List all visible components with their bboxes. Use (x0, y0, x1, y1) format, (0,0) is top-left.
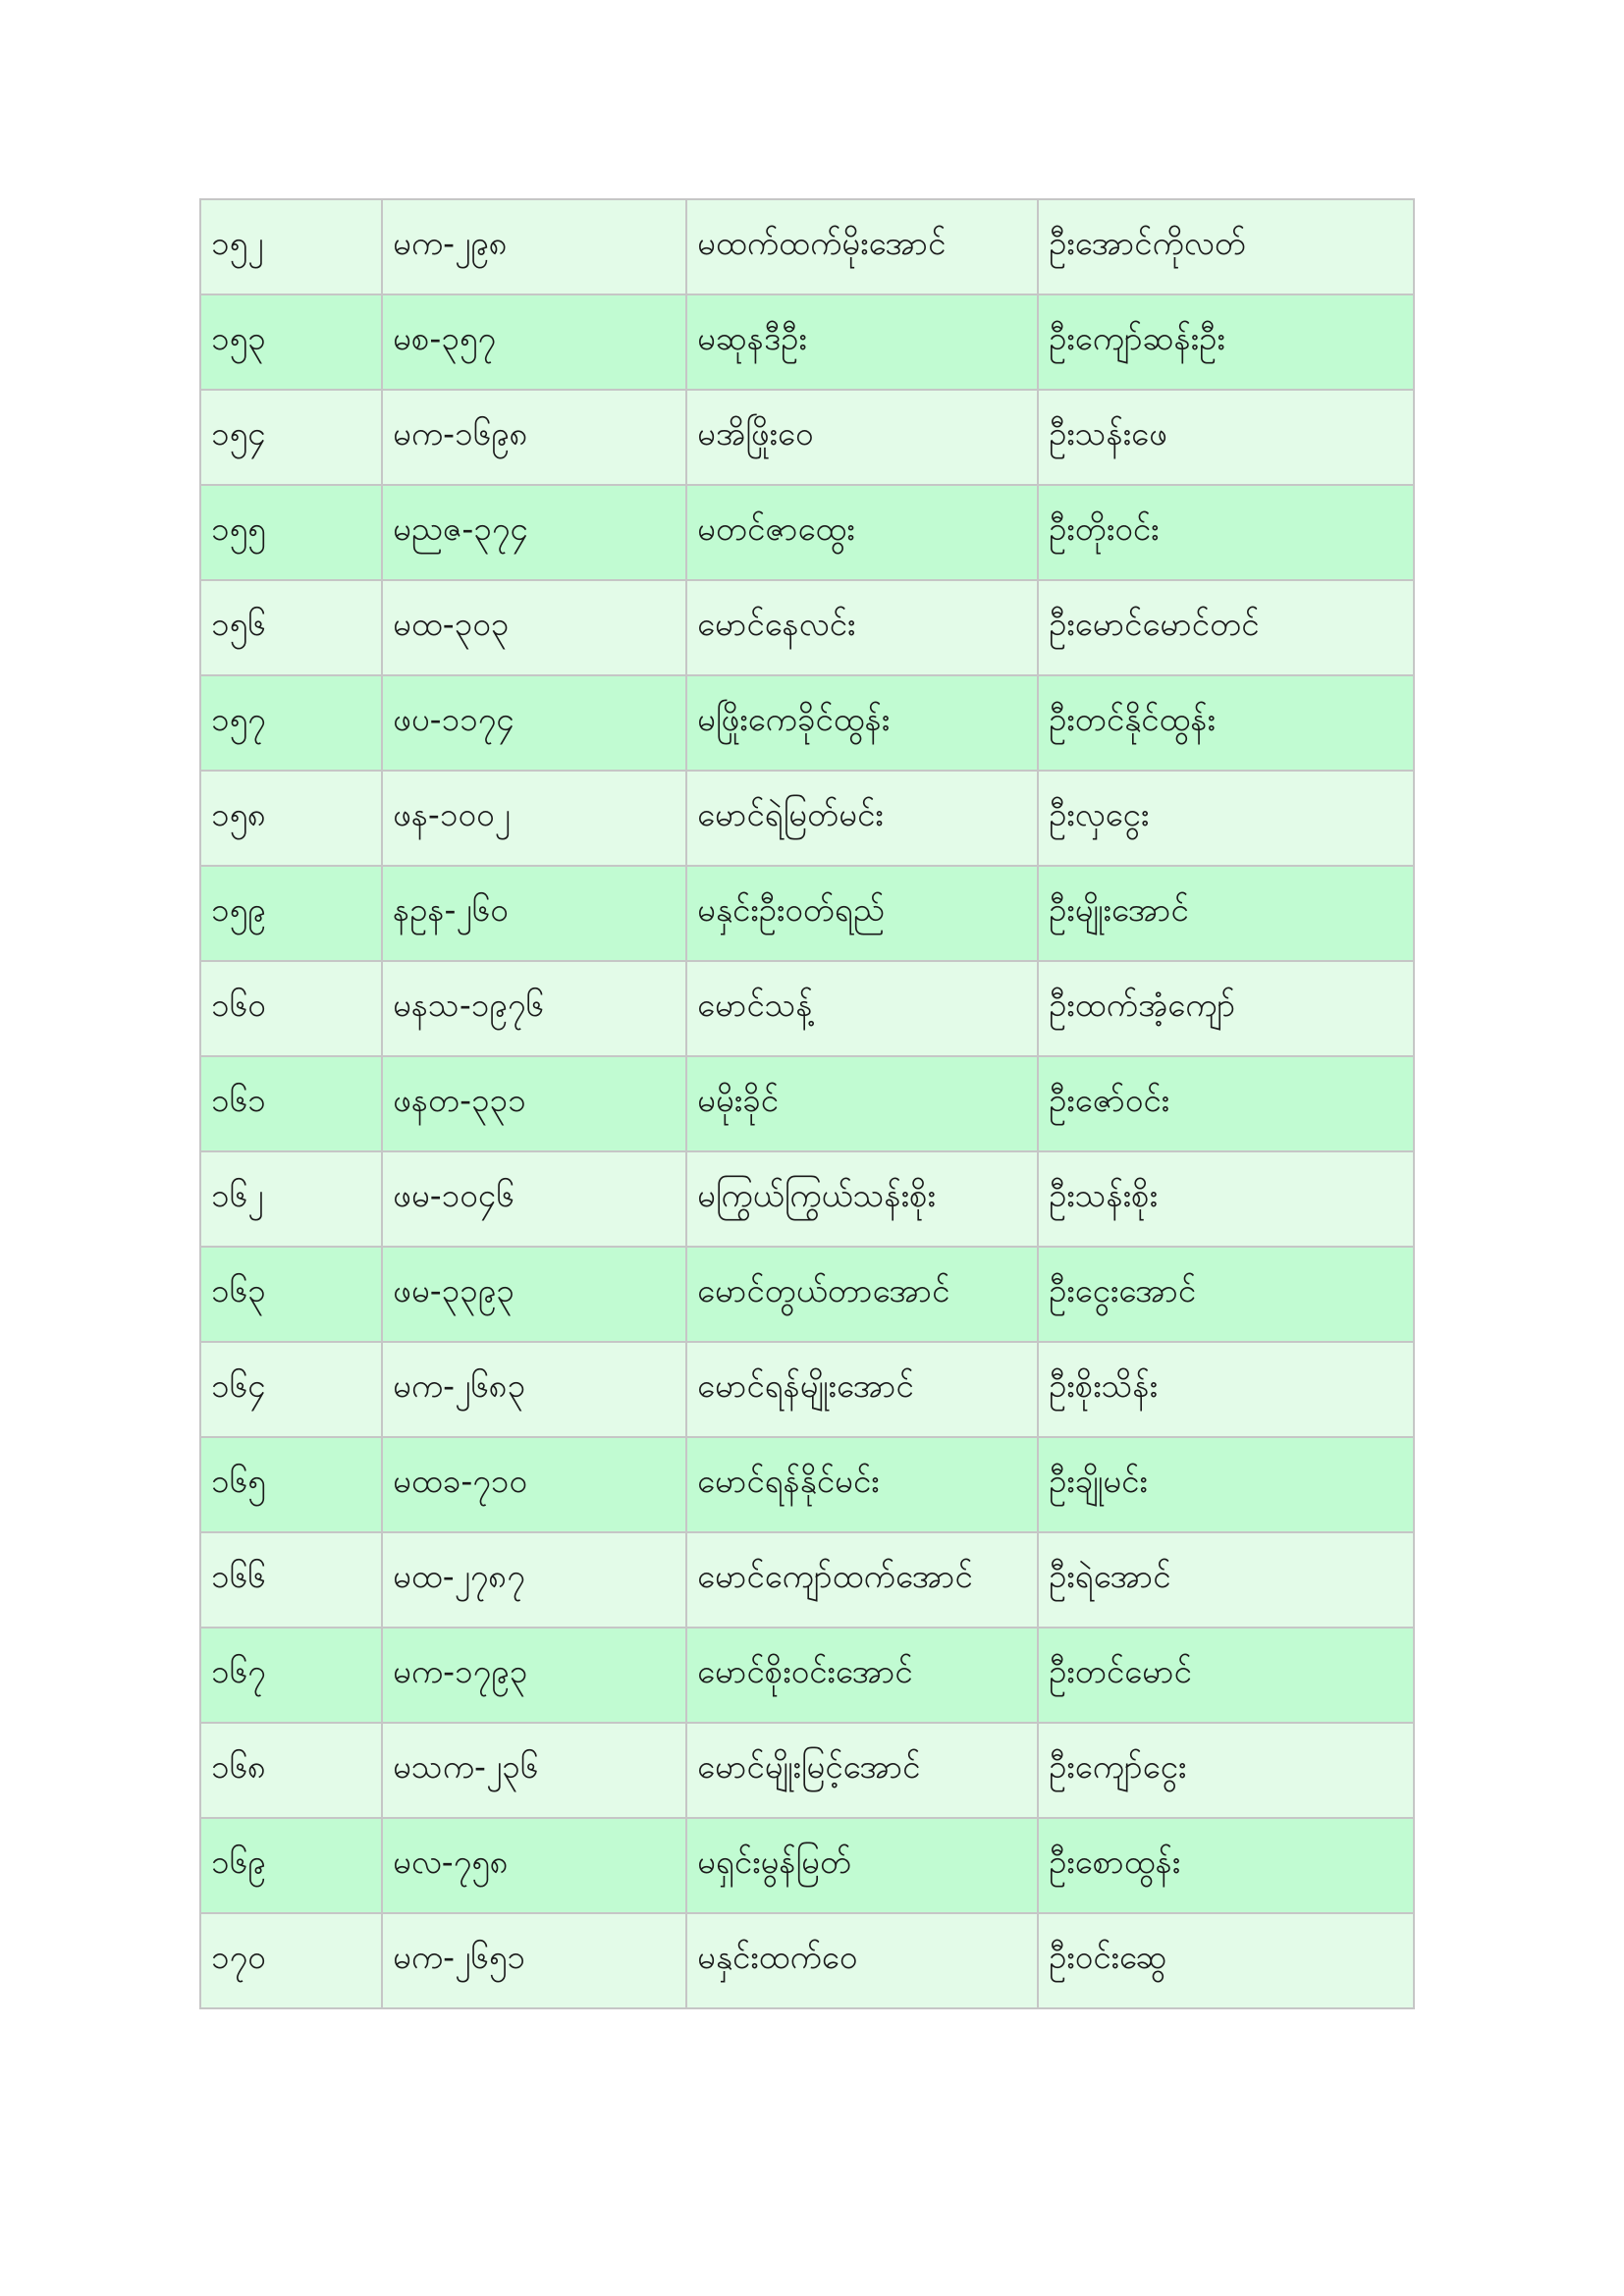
student-name-cell: မောင်ကျော်ထက်အောင် (686, 1532, 1038, 1628)
registration-id-cell: မက-၂၆၈၃ (382, 1342, 686, 1437)
father-name-cell: ဦးမျိုးအောင် (1038, 866, 1414, 961)
table-row (200, 1056, 1414, 1151)
student-name-cell: မနှင်းဦးဝတ်ရည် (686, 866, 1038, 961)
registration-id-cell: မသက-၂၃၆ (382, 1723, 686, 1818)
father-name-cell: ဦးလှငွေး (1038, 771, 1414, 866)
row-number-cell: ၁၅၈ (200, 771, 382, 866)
student-name-cell: မအိဖြိုးဝေ (686, 390, 1038, 485)
student-name-cell: မောင်ရန်မျိုးအောင် (686, 1342, 1038, 1437)
row-number-cell: ၁၅၂ (200, 199, 382, 294)
table-row (200, 390, 1414, 485)
registration-id-cell: မက-၂၆၅၁ (382, 1913, 686, 2008)
row-number-cell: ၁၅၄ (200, 390, 382, 485)
table-row (200, 1342, 1414, 1437)
father-name-cell: ဦးဝင်းဆွေ (1038, 1913, 1414, 2008)
student-name-cell: မောင်နေလင်း (686, 580, 1038, 675)
student-list-table (199, 198, 1415, 2009)
registration-id-cell: နဥန-၂၆၀ (382, 866, 686, 961)
student-name-cell: မတင်ဇာထွေး (686, 485, 1038, 580)
registration-id-cell: မထ-၂၇၈၇ (382, 1532, 686, 1628)
registration-id-cell: မနသ-၁၉၇၆ (382, 961, 686, 1056)
father-name-cell: ဦးငွေးအောင် (1038, 1247, 1414, 1342)
table-row (200, 1247, 1414, 1342)
row-number-cell: ၁၆၆ (200, 1532, 382, 1628)
registration-id-cell: မထ-၃၀၃ (382, 580, 686, 675)
table-row (200, 1437, 1414, 1532)
row-number-cell: ၁၅၇ (200, 675, 382, 771)
table-row (200, 485, 1414, 580)
row-number-cell: ၁၆၄ (200, 1342, 382, 1437)
registration-id-cell: ဖမ-၃၃၉၃ (382, 1247, 686, 1342)
registration-id-cell: ဖမ-၁၀၄၆ (382, 1151, 686, 1247)
registration-id-cell: မက-၁၇၉၃ (382, 1628, 686, 1723)
father-name-cell: ဦးစောထွန်း (1038, 1818, 1414, 1913)
father-name-cell: ဦးစိုးသိန်း (1038, 1342, 1414, 1437)
father-name-cell: ဦးတင်နိုင်ထွန်း (1038, 675, 1414, 771)
table-body (200, 199, 1414, 2008)
father-name-cell: ဦးမောင်မောင်တင် (1038, 580, 1414, 675)
father-name-cell: ဦးကျော်ဆန်းဦး (1038, 294, 1414, 390)
row-number-cell: ၁၆၉ (200, 1818, 382, 1913)
row-number-cell: ၁၆၀ (200, 961, 382, 1056)
student-name-cell: မောင်တွယ်တာအောင် (686, 1247, 1038, 1342)
row-number-cell: ၁၆၅ (200, 1437, 382, 1532)
table-row (200, 580, 1414, 675)
registration-id-cell: မက-၂၉၈ (382, 199, 686, 294)
row-number-cell: ၁၆၂ (200, 1151, 382, 1247)
row-number-cell: ၁၅၆ (200, 580, 382, 675)
father-name-cell: ဦးရဲအောင် (1038, 1532, 1414, 1628)
student-name-cell: မမိုးခိုင် (686, 1056, 1038, 1151)
father-name-cell: ဦးကျော်ငွေး (1038, 1723, 1414, 1818)
registration-id-cell: မစ-၃၅၇ (382, 294, 686, 390)
registration-id-cell: မလ-၇၅၈ (382, 1818, 686, 1913)
student-name-cell: မဖြိုးကေခိုင်ထွန်း (686, 675, 1038, 771)
row-number-cell: ၁၆၁ (200, 1056, 382, 1151)
student-name-cell: မောင်မျိုးမြင့်အောင် (686, 1723, 1038, 1818)
table-row (200, 199, 1414, 294)
student-name-cell: မရှင်းမွန်မြတ် (686, 1818, 1038, 1913)
row-number-cell: ၁၆၇ (200, 1628, 382, 1723)
table-row (200, 1628, 1414, 1723)
table-row (200, 1913, 1414, 2008)
student-name-cell: မဆုနဒီဦး (686, 294, 1038, 390)
row-number-cell: ၁၇၀ (200, 1913, 382, 2008)
table-row (200, 675, 1414, 771)
father-name-cell: ဦးတိုးဝင်း (1038, 485, 1414, 580)
registration-id-cell: မထခ-၇၁၀ (382, 1437, 686, 1532)
table-row (200, 1723, 1414, 1818)
father-name-cell: ဦးတင်မောင် (1038, 1628, 1414, 1723)
row-number-cell: ၁၅၉ (200, 866, 382, 961)
father-name-cell: ဦးသန်းဖေ (1038, 390, 1414, 485)
table-row (200, 866, 1414, 961)
student-name-cell: မောင်ရန်နိုင်မင်း (686, 1437, 1038, 1532)
table-row (200, 1818, 1414, 1913)
father-name-cell: ဦးချိုမင်း (1038, 1437, 1414, 1532)
row-number-cell: ၁၅၅ (200, 485, 382, 580)
registration-id-cell: ဖနတ-၃၃၁ (382, 1056, 686, 1151)
table-row (200, 1532, 1414, 1628)
registration-id-cell: ဖပ-၁၁၇၄ (382, 675, 686, 771)
student-name-cell: မနှင်းထက်ဝေ (686, 1913, 1038, 2008)
father-name-cell: ဦးဇော်ဝင်း (1038, 1056, 1414, 1151)
table-row (200, 961, 1414, 1056)
father-name-cell: ဦးအောင်ကိုလတ် (1038, 199, 1414, 294)
table-row (200, 1151, 1414, 1247)
row-number-cell: ၁၅၃ (200, 294, 382, 390)
table-row (200, 294, 1414, 390)
father-name-cell: ဦးထက်အံ့ကျော် (1038, 961, 1414, 1056)
registration-id-cell: ဖန-၁၀၀၂ (382, 771, 686, 866)
row-number-cell: ၁၆၈ (200, 1723, 382, 1818)
registration-id-cell: မက-၁၆၉၈ (382, 390, 686, 485)
student-name-cell: မကြွယ်ကြွယ်သန်းစိုး (686, 1151, 1038, 1247)
table-row (200, 771, 1414, 866)
father-name-cell: ဦးသန်းစိုး (1038, 1151, 1414, 1247)
student-name-cell: မထက်ထက်မိုးအောင် (686, 199, 1038, 294)
student-name-cell: မောင်စိုးဝင်းအောင် (686, 1628, 1038, 1723)
row-number-cell: ၁၆၃ (200, 1247, 382, 1342)
student-name-cell: မောင်သန့် (686, 961, 1038, 1056)
registration-id-cell: မညဇ-၃၇၄ (382, 485, 686, 580)
student-name-cell: မောင်ရဲမြတ်မင်း (686, 771, 1038, 866)
